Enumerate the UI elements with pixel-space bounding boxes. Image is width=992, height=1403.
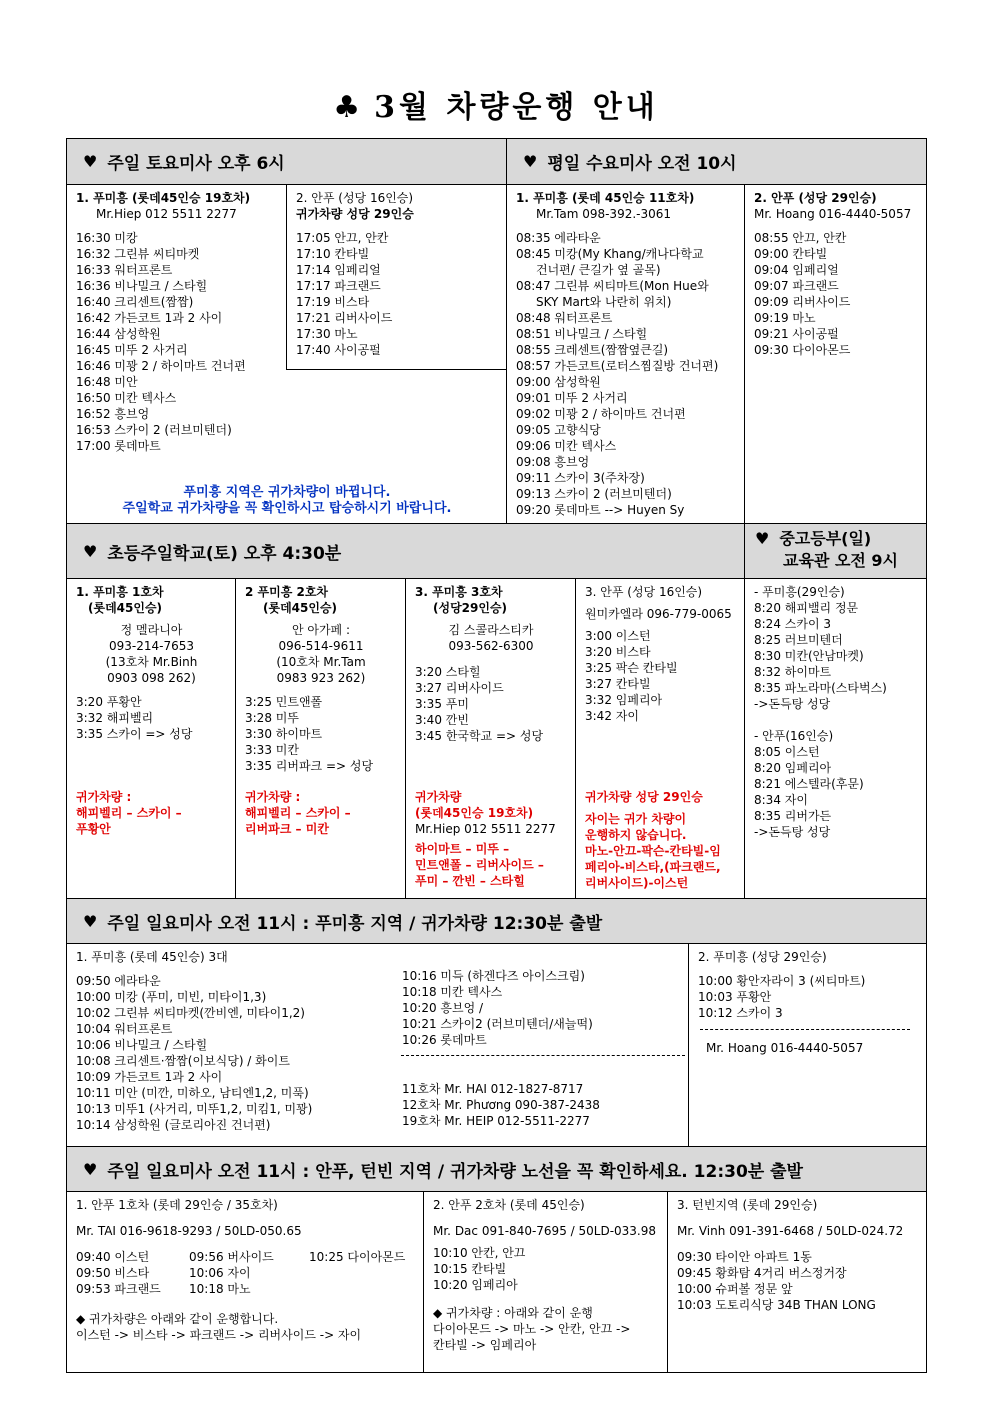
list-item: 09:01 미뚜 2 사거리 [516,391,628,405]
list-item [754,222,918,230]
list-item [516,222,736,230]
list-item: 09:04 임페리얼 [754,263,839,277]
list-item: 09:13 스카이 2 (러브미텐더) [516,487,672,501]
list-item: 8:05 이스턴 [754,745,820,759]
heart-icon: ♥ [83,541,98,561]
list-item: 10:08 크리센트·짬짬(이보식당) / 화이트 [76,1054,290,1068]
club-icon: ♣ [333,90,365,125]
header-youth: ♥ 중고등부(일) 교육관 오전 9시 [744,523,927,579]
list-item: 8:20 해피밸리 정문 [754,601,859,615]
header-weekday-mass: ♥ 평일 수요미사 오전 10시 [506,138,927,185]
list-item: 8:20 임페리아 [754,761,832,775]
notice-text: 푸미흥 지역은 귀가차량이 바뀝니다. 주일학교 귀가차량을 꼭 확인하시고 탑승하시기 바랍니다. [122,485,452,516]
header-sunday-anphu: ♥ 주일 일요미사 오전 11시 : 안푸, 턴빈 지역 / 귀가차량 노선을 꼭 확인하세요. 12:30분 출발 [66,1146,927,1192]
list-item: 16:50 미칸 텍사스 [76,391,177,405]
heart-icon: ♥ [83,152,98,171]
sunday-phumyhung-29 [690,946,926,1024]
list-item: 08:55 크레센트(짬짬옆큰길) [516,343,669,357]
sunday-phumyhung-bus-list-2 [394,965,688,1051]
list-item: 10:03 푸황안 [698,990,772,1004]
list-item: - 푸미흥(29인승) [754,585,845,599]
list-item: 8:24 스카이 3 [754,617,831,631]
list-item: 16:33 워터프론트 [76,263,173,277]
list-item: SKY Mart와 나란히 위치) [536,295,672,309]
bus-phumyhung-2: 2 푸미흥 2호차 (롯데45인승) 안 아가페 : 096-514-9611 (10호차 Mr.Tam 0983 923 262) 3:25 민트앤폴 3:28 미뚜 3:30 하이마트 3:33 미칸 3:35 리버파크 => 성당 귀가차량 : 해피벨리 – 스카이 – 리버파크 – 미칸 [245,585,374,836]
list-item: 10:06 비나밀크 / 스타힐 [76,1038,208,1052]
list-item: 10:09 가든코트 1과 2 사이 [76,1070,223,1084]
route-anphu-wed [746,187,926,361]
driver-contact-hoang: Mr. Hoang 016-4440-5057 [706,1041,864,1055]
list-item: 08:48 워터프론트 [516,311,613,325]
list-item: 2. 푸미흥 (성당 29인승) [698,950,827,964]
list-item: 8:35 파노라마(스타벅스) [754,681,887,695]
list-item: 08:45 미캉(My Khang/캐나다학교 [516,247,704,261]
list-item: 16:42 가든코트 1과 2 사이 [76,311,223,325]
list-item: 10:11 미안 (미깐, 미하오, 남티엔1,2, 미푹) [76,1086,309,1100]
list-item [754,720,918,728]
list-item: 16:30 미캉 [76,231,138,245]
list-item: 16:52 흥브엉 [76,407,150,421]
list-item: 09:00 삼성학원 [516,375,601,389]
list-item: ->돈득탕 성당 [754,697,831,711]
anphu-bus-1: 1. 안푸 1호차 (롯데 29인승 / 35호차) Mr. TAI 016-9618-9293 / 50LD-050.65 09:40 이스턴 09:50 비스타 09:53 파크랜드 09:56 버사이드 10:06 자이 10:18 마노 10:25 다이아몬드 ◆ 귀가차량은 아래와 같이 운행합니다. 이스턴 -> 비스타 -> 파크랜드 -> 리버사이드 -> 자이 [76,1198,406,1342]
list-item: 19호차 Mr. HEIP 012-5511-2277 [402,1114,590,1128]
list-item: 17:17 파크랜드 [296,279,381,293]
list-item: 09:05 고향식당 [516,423,601,437]
list-item: 17:05 안끄, 안칸 [296,231,389,245]
youth-routes [746,581,926,843]
header-saturday-mass: ♥ 주일 토요미사 오후 6시 [66,138,507,185]
list-item: 8:32 하이마트 [754,665,832,679]
list-item: 09:21 사이공펄 [754,327,839,341]
list-item: 16:44 삼성학원 [76,327,161,341]
sunday-phumyhung-bus-list: 1. 푸미흥 (롯데 45인승) 3대 09:50 에라타운 10:00 미캉 (푸미, 미빈, 미타이1,3) 10:02 그린뷰 씨티마켓(깐비엔, 미타이1,2) 10:04 워터프론트 10:06 비나밀크 / 스타힐 10:08 크리센트·짬짬(이보식당) / 화이트 10:09 가든코트 1과 2 사이 10:11 미안 (미깐, 미하오, 남티엔1,2, 미푹) 10:13 미뚜1 (사거리, 미뚜1,2, 미킴1, 미꽝) 10:14 삼성학원 (글로리아진 건너편) [68,946,398,1136]
list-item: 10:00 황안자라이 3 (씨티마트) [698,974,866,988]
list-item: 08:57 가든코트(로터스찜질방 건너편) [516,359,719,373]
list-item: 10:00 미캉 (푸미, 미빈, 미타이1,3) [76,990,267,1004]
list-item: 17:30 마노 [296,327,358,341]
list-item: 16:45 미뚜 2 사거리 [76,343,188,357]
list-item: 16:36 비나밀크 / 스타힐 [76,279,208,293]
list-item [754,712,918,720]
list-item: 16:48 미안 [76,375,138,389]
list-item: 10:13 미뚜1 (사거리, 미뚜1,2, 미킴1, 미꽝) [76,1102,313,1116]
list-item: 09:08 흥브엉 [516,455,590,469]
list-item: ->돈득탕 성당 [754,825,831,839]
list-item: 2. 안푸 (성당 16인승) [296,191,414,205]
list-item: 10:02 그린뷰 씨티마켓(깐비엔, 미타이1,2) [76,1006,305,1020]
list-item: 17:10 칸타빌 [296,247,370,261]
list-item: 17:21 리버사이드 [296,311,393,325]
heart-icon: ♥ [83,911,98,931]
list-item: 11호차 Mr. HAI 012-1827-8717 [402,1082,584,1096]
header-sunday-school: ♥ 초등주일학교(토) 오후 4:30분 [66,523,745,579]
list-item: Mr. Hoang 016-4440-5057 [754,207,912,221]
list-item: 17:00 롯데마트 [76,439,161,453]
bus-phumyhung-1: 1. 푸미흥 1호차 (롯데45인승) 정 멜라니아 093-214-7653 (13호차 Mr.Binh 0903 098 262) 3:20 푸황안 3:32 해피벨리 3:35 스카이 => 성당 귀가차량 : 해피벨리 – 스카이 – 푸황안 [76,585,198,836]
list-item: 10:18 미칸 텍사스 [402,985,503,999]
list-item: 16:46 미꽝 2 / 하이마트 건너편 [76,359,246,373]
list-item: 17:19 비스타 [296,295,370,309]
list-item: 8:35 리버가든 [754,809,832,823]
list-item: 09:19 마노 [754,311,816,325]
bus-anphu: 3. 안푸 (성당 16인승) 원미카엘라 096-779-0065 3:00 이스턴 3:20 비스타 3:25 팍슨 칸타빌 3:27 칸타빌 3:32 임페리아 3:42 자이 귀가차량 성당 29인승 자이는 귀가 차량이 운행하지 않습니다. 마노-안끄-팍슨-칸타빌-임 페리아-비스타,(파크랜드, 리버사이드)-이스턴 [585,585,732,890]
list-item: 09:09 리버사이드 [754,295,851,309]
header-sunday-phumyhung: ♥ 주일 일요미사 오전 11시 : 푸미흥 지역 / 귀가차량 12:30분 출발 [66,898,927,944]
page-title: ♣ 3월 차량운행 안내 [333,90,659,125]
list-item: 09:07 파크랜드 [754,279,839,293]
list-item: 10:12 스카이 3 [698,1006,783,1020]
heart-icon: ♥ [523,152,538,171]
driver-contacts [394,1078,688,1132]
list-item: 09:11 스카이 3(주차장) [516,471,645,485]
list-item: 09:00 칸타빌 [754,247,828,261]
route-anphu-sat [288,187,506,361]
list-item: 8:21 에스텔라(후문) [754,777,864,791]
list-item: 09:06 미칸 텍사스 [516,439,617,453]
list-item: 10:20 흥브엉 / [402,1001,484,1015]
list-item: 10:14 삼성학원 (글로리아진 건너편) [76,1118,271,1132]
list-item: 09:50 에라타운 [76,974,161,988]
list-item: 16:40 크리센트(짬짬) [76,295,194,309]
list-item: 1. 푸미흥 (롯데 45인승 11호차) [516,191,695,205]
list-item: 16:32 그린뷰 씨티마켓 [76,247,200,261]
list-item: 17:40 사이공펄 [296,343,381,357]
list-item: 건너편/ 큰길가 옆 골목) [536,263,661,277]
list-item: 8:25 러브미텐더 [754,633,843,647]
list-item: 08:47 그린뷰 씨티마트(Mon Hue와 [516,279,709,293]
list-item: 귀가차량 성당 29인승 [296,207,414,221]
list-item: 10:26 롯데마트 [402,1033,487,1047]
route-phumyhung-sat [68,187,286,457]
list-item: - 안푸(16인승) [754,729,834,743]
list-item: 10:21 스카이2 (러브미텐더/새늘떡) [402,1017,593,1031]
list-item: 8:34 자이 [754,793,808,807]
list-item: 08:55 안끄, 안칸 [754,231,847,245]
list-item [296,222,498,230]
list-item [698,965,918,973]
list-item: 1. 푸미흥 (롯데45인승 19호차) [76,191,251,205]
heart-icon: ♥ [83,1159,98,1179]
bus-phumyhung-3: 3. 푸미흥 3호차 (성당29인승) 김 스콜라스티카 093-562-6300 3:20 스타힐 3:27 리버사이드 3:35 푸미 3:40 깐빈 3:45 한국학교 => 성당 귀가차량 (롯데45인승 19호차) Mr.Hiep 012 5511 2277 하이마트 – 미뚜 – 민트앤폴 – 리버사이드 – 푸미 – 깐빈 – 스타힐 [415,585,556,888]
list-item: 09:30 다이아몬드 [754,343,851,357]
heart-icon: ♥ [755,529,770,548]
list-item: 08:51 비나밀크 / 스타힐 [516,327,648,341]
list-item: 2. 안푸 (성당 29인승) [754,191,877,205]
list-item: Mr.Tam 098-392.-3061 [536,207,672,221]
list-item: 8:30 미칸(안남마켓) [754,649,864,663]
list-item: 08:35 에라타운 [516,231,601,245]
list-item: 12호차 Mr. Phương 090-387-2438 [402,1098,600,1112]
anphu-bus-2: 2. 안푸 2호차 (롯데 45인승) Mr. Dac 091-840-7695 / 50LD-033.98 10:10 안칸, 안끄 10:15 칸타빌 10:20 임페리아 ◆ 귀가차량 : 아래와 같이 운행 다이아몬드 -> 마노 -> 안칸, 안끄 -> 칸타빌 -> 임페리아 [433,1198,657,1352]
list-item: 10:16 미득 (하겐다즈 아이스크림) [402,969,585,983]
list-item: 09:20 롯데마트 --> Huyen Sy [516,503,685,517]
list-item [76,222,278,230]
list-item: Mr.Hiep 012 5511 2277 [96,207,237,221]
list-item: 09:02 미꽝 2 / 하이마트 건너편 [516,407,686,421]
thanhbinh-bus: 3. 턴빈지역 (롯데 29인승) Mr. Vinh 091-391-6468 / 50LD-024.72 09:30 타이안 아파트 1동 09:45 황화탐 4거리 버스정거장 10:00 슈퍼볼 정문 앞 10:03 도토리식당 34B THAN LONG [677,1198,904,1312]
list-item: 17:14 임페리얼 [296,263,381,277]
list-item: 10:04 워터프론트 [76,1022,173,1036]
list-item: 16:53 스카이 2 (러브미텐더) [76,423,232,437]
route-phumyhung-wed [508,187,744,521]
